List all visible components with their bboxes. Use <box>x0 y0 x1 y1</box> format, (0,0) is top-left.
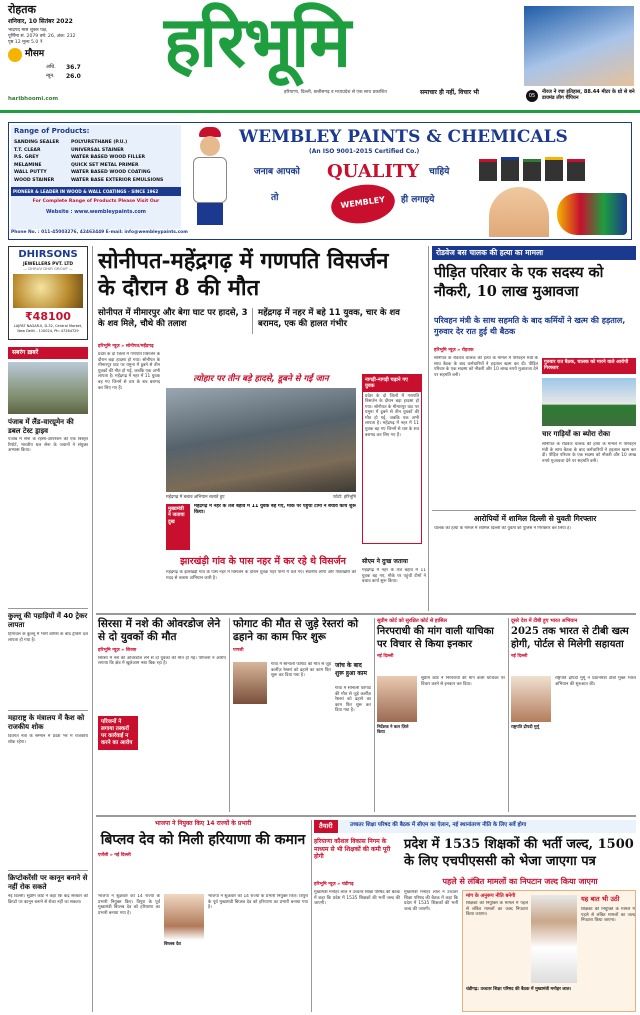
biplab-story <box>98 820 308 1012</box>
promo-headline[interactable]: नीरज ने रचा इतिहास, 88.44 मीटर के थ्रो से बने डायमंड लीग चैंपियन <box>542 89 635 101</box>
sidebar-photo-tank[interactable] <box>8 362 88 414</box>
cm-quote: शिक्षकों की नियुक्ति के मामले में पहले से लंबित मामलों का जल्द निपटारा किया जाएगा। <box>581 907 635 924</box>
row2-divider <box>374 618 375 812</box>
ad-badge-text: WEMBLEY <box>340 194 386 211</box>
ad-slogan-b: चाहिये <box>429 167 450 177</box>
cm-photo[interactable] <box>531 895 577 983</box>
weather-box <box>8 48 88 94</box>
biplab-photo[interactable] <box>164 894 204 940</box>
roadways-body: सोनीपत के रोडवेज चालक की हत्या के मामले में परिवहन मंत्री के साथ बैठक के बाद कर्मचारियों ने हड़ताल खत्म कर दी। पीड़ित परिवार के एक सदस्य को नौकरी और 10 लाख रुपये मुआवजा देने पर सहमति बनी। <box>434 356 538 378</box>
max-temp: 36.7 <box>66 64 81 71</box>
tb-body: राष्ट्रपति द्रौपदी मुर्मू ने प्रधानमंत्री टीबी मुक्त भारत अभियान की शुरुआत की। <box>555 676 636 687</box>
dhirsons-price: ₹48100 <box>25 309 71 323</box>
ad-brand: WEMBLEY PAINTS & CHEMICALS <box>239 127 568 147</box>
product-item: P.S. GREY <box>14 155 39 160</box>
product-item: WATER BASED WOOD FILLER <box>71 155 146 160</box>
biplab-body: भाजपा ने शुक्रवार को 14 राज्यों के प्रभारी नियुक्त किए। त्रिपुरा के पूर्व मुख्यमंत्री बिप्लब देव को हरियाणा का प्रभारी बनाया गया है। <box>98 894 160 916</box>
tb-photo[interactable] <box>511 676 551 722</box>
sc-caption: निर्देशक ने कल ज़िले किया <box>377 724 409 735</box>
ad-contact: Phone No. : 011-45003276, 42463449 E-mail: info@wembleypaints.com <box>11 230 188 235</box>
website-label[interactable]: haribhoomi.com <box>8 96 59 102</box>
sc-photo[interactable] <box>377 676 417 722</box>
sidebar-rule <box>8 608 88 609</box>
teachers-side-text: हरियाणा कौशल विकास निगम के माध्यम से भी शिक्षकों की कमी पूरी होगी <box>314 838 391 860</box>
meta-line: पूर्णिमा सं. 2079 वर्ष: 26, अंक: 232 <box>8 34 76 39</box>
teachers-deck: पहले से लंबित मामलों का निपटान जल्द किया जाएगा <box>442 877 598 886</box>
sirsa-byline: हरिभूमि न्यूज़ » सिरसा <box>98 648 137 653</box>
fogat-body: गोवा में सोनाली फोगाट की मौत से जुड़े कर्लीज़ रेस्तरां को ढहाने का काम फिर शुरू कर दिया गया है। <box>271 662 331 679</box>
issue-meta <box>8 28 76 46</box>
min-temp: 26.0 <box>66 73 81 80</box>
dhirsons-sub2: — DHRUV DHIR GROUP — <box>23 266 73 271</box>
row2-divider <box>229 618 230 812</box>
bus-photo[interactable] <box>542 378 636 426</box>
lead-divider <box>428 246 429 611</box>
sirsa-headline[interactable]: सिरसा में नशे की ओवरडोज लेने से दो युवकों की मौत <box>98 618 221 643</box>
lead-side-box-title: नागड़ी-नागड़ी चढ़ाने गए युवक <box>363 375 421 392</box>
weather-label: मौसम <box>25 49 45 59</box>
teachers-side <box>314 838 400 878</box>
roadways-deck: परिवहन मंत्री के साथ सहमति के बाद कर्मियों ने खत्म की हड़ताल, गुरुवार देर रात हुई थी बैठक <box>434 316 626 336</box>
sidebar-label: सबरंग ख़बरें <box>8 347 88 359</box>
dhirsons-address: LAJPAT NAGAR-II, D-32, Central Market, New Delhi - 110024, Ph: 47264729 <box>13 324 83 333</box>
issue-date: शनिवार, 10 सितंबर 2022 <box>8 18 73 25</box>
roadways-byline: हरिभूमि न्यूज़ » रोहतक <box>434 348 474 353</box>
lead-photo-caption: महेंद्रगढ़ में बचाव अभियान चलाते हुए <box>166 495 225 500</box>
ad-slogan-d: ही लगाइये <box>401 195 435 205</box>
cm-caption: चंडीगढ़: उच्चतर शिक्षा परिषद की बैठक में मुख्यमंत्री मनोहर लाल। <box>466 987 572 992</box>
masthead <box>0 0 640 110</box>
sc-body: सुप्रीम कोर्ट ने निरपराधी की मांग वाली याचिका पर विचार करने से इनकार कर दिया। <box>421 676 505 687</box>
ad-slogan-c: तो <box>271 193 279 203</box>
cm-box <box>462 890 636 1012</box>
ad-iso: (An ISO 9001-2015 Certified Co.) <box>309 148 420 155</box>
range-box <box>11 125 181 229</box>
row2-story-tb <box>511 618 636 812</box>
lead-side-kicker: मुख्यमंत्री ने जताया दुख <box>166 504 190 550</box>
complete-range: For Complete Range of Products Please Visit Our <box>32 199 160 204</box>
sidebar-story2-title[interactable]: कुल्लू की पहाड़ियों में 40 ट्रेकर लापता <box>8 612 88 629</box>
range-title: Range of Products: <box>14 127 90 135</box>
cm-quote-head: यह बात भी उठी <box>581 895 620 903</box>
product-item: T.T. CLEAR <box>14 147 41 153</box>
products-col1 <box>14 139 59 184</box>
biplab-caption: बिप्लब देव <box>164 942 181 947</box>
lead-quote: महेंद्रगढ़ में नहर के तेज बहाव में 11 युवक बह गए, मौके पर पहुंची टीमों ने बचाव कार्य शुरू किया। <box>194 504 356 515</box>
tagline: हरियाणा, दिल्ली, छत्तीसगढ़ व मध्यप्रदेश से एक साथ प्रकाशित <box>284 90 387 95</box>
teachers-tag: तैयारी <box>314 820 338 833</box>
teachers-label-bar <box>314 820 636 833</box>
row2-story-sc <box>377 618 505 812</box>
tb-headline[interactable]: 2025 तक भारत से टीबी खत्म होगी, पोर्टल से मिलेगी सहायता <box>511 626 629 650</box>
sidebar-story1-title[interactable]: पंजाब में लैंड-वारग्रूमेन की डबल टेस्ट ड्राइव <box>8 418 74 435</box>
sidebar-story2-text: हिमाचल के कुल्लू में भारी बारिश के बाद ट्रेकिंग दल लापता हो गया है। <box>8 632 88 643</box>
biplab-body-2: भाजपा ने शुक्रवार को 14 राज्यों के प्रभारी नियुक्त किए। त्रिपुरा के पूर्व मुख्यमंत्री बिप्लब देव को हरियाणा का प्रभारी बनाया गया है। <box>208 894 308 911</box>
sidebar-story1-text: पंजाब में सेना के रहस्य-ऑपरेशन की एक विस्तृत रिपोर्ट, भारतीय थल सेना के जवानों ने संयुक्त अभ्यास किया। <box>8 437 88 454</box>
lead-ribbon: त्योहार पर तीन बड़े हादसे, डूबने से गईं जान <box>193 374 329 384</box>
teachers-label: उच्चतर शिक्षा परिषद की बैठक में सीएम का ऐलान, नई स्थानांतरण नीति के लिए सर्वे होगा <box>350 822 527 828</box>
sun-icon <box>8 48 22 62</box>
roadways-divider <box>432 510 636 511</box>
biplab-headline[interactable]: बिप्लव देव को मिली हरियाणा की कमान <box>100 831 306 848</box>
cm-box-kicker: मांग के अनुरूप नीति बनेगी <box>466 893 516 899</box>
bus-side-body: सोनीपत के रोडवेज चालक की हत्या के मामले में परिवहन मंत्री के साथ बैठक के बाद कर्मचारियों ने हड़ताल खत्म कर दी। पीड़ित परिवार के एक सदस्य को नौकरी और 10 लाख रुपये मुआवजा देने पर सहमति बनी। <box>542 442 636 464</box>
paint-splash <box>557 193 627 235</box>
meta-line: पृष्ठ 12 मूल्य 5.0 ₹ <box>8 40 43 45</box>
dhirsons-name: DHIRSONS <box>18 249 78 260</box>
lead-body: प्रदेश के दो जिलों में गणपति विसर्जन के दौरान बड़ा हादसा हो गया। सोनीपत के मीमारपुर घाट पर यमुना में डूबने से तीन युवकों की मौत हो गई, जबकि एक अभी लापता है। महेंद्रगढ़ में नहर में 11 युवक बह गए जिनमें से चार के शव बरामद कर लिए गए हैं। <box>98 352 160 391</box>
row-divider <box>96 815 636 817</box>
deck-divider <box>252 308 253 334</box>
bus-side-head: चार गाड़ियों का ब्योरा रोका <box>542 430 611 438</box>
accused-head: आरोपियों में शामिल दिल्ली से युवती गिरफ्तार <box>473 514 597 523</box>
teachers-body: मुख्यमंत्री मनोहर लाल ने उच्चतर शिक्षा परिषद की बैठक में कहा कि प्रदेश में 1535 शिक्षकों की भर्ती जल्द की जाएगी। <box>314 890 400 907</box>
tb-caption: राष्ट्रपति द्रौपदी मुर्मू <box>511 724 540 729</box>
teachers-headline[interactable]: प्रदेश में 1535 शिक्षकों की भर्ती जल्द, 1500 के लिए एचपीएससी को भेजा जाएगा पत्र <box>404 837 634 869</box>
sidebar-story4-title[interactable]: क्रिप्टोकरेंसी पर कानून बनाने से नहीं रोक सकते <box>8 874 88 891</box>
sc-byline: नई दिल्ली <box>377 654 394 660</box>
lead-photo-credit: फोटो: हरिभूमि <box>333 495 356 500</box>
masthead-rule <box>0 110 640 113</box>
row-divider <box>96 613 636 615</box>
lead-deck-right: महेंद्रगढ़ में नहर में बहे 11 युवक, चार के शव बरामद, एक की हालत गंभीर <box>258 308 400 329</box>
lead-headline[interactable]: सोनीपत-महेंद्रगढ़ में गणपति विसर्जन के दौरान 8 की मौत <box>98 248 389 301</box>
sc-headline[interactable]: निरपराधी की मांग वाली याचिका पर विचार से किया इनकार <box>377 626 494 650</box>
bus-caption: गुरुवार रात बैठक, चालक को मारने वाले आरोपी गिरफ्तार <box>542 358 636 374</box>
sidebar-story4-text: नई दिल्ली। सुप्रीम कोर्ट ने कहा कि केंद्र सरकार को क्रिप्टो पर कानून बनाने से रोका नहीं जा सकता। <box>8 894 88 905</box>
tb-kicker: दूसरे देश में टीबी हुए भारत अभियान <box>511 618 578 624</box>
jewel-image <box>13 274 83 308</box>
painter-figure <box>185 127 235 227</box>
fogat-side-head: जांच के बाद शुरू हुआ काम <box>335 662 367 677</box>
promo-photo[interactable] <box>524 6 634 86</box>
fogat-headline[interactable]: फोगाट की मौत से जुड़े रेस्तरां को ढहाने का काम फिर शुरू <box>233 618 359 643</box>
slogan: समाचार ही नहीं, विचार भी <box>420 89 479 96</box>
min-label: न्यून. <box>46 73 55 79</box>
sirsa-body: सिरसा में नशे की ओवरडोज लेने से दो युवकों की मौत हो गई। परिजनों ने आरोप लगाया कि क्षेत्र में खुलेआम नशा बिक रहा है। <box>98 655 226 667</box>
dhirsons-sub: JEWELLERS PVT. LTD <box>23 261 73 267</box>
lead-photo[interactable] <box>166 388 356 492</box>
product-item: MELAMINE <box>14 162 42 168</box>
row2-story-sirsa <box>98 618 226 812</box>
teachers-body-2: मुख्यमंत्री मनोहर लाल ने उच्चतर शिक्षा परिषद की बैठक में कहा कि प्रदेश में 1535 शिक्षकों की भर्ती जल्द की जाएगी। <box>404 890 458 912</box>
jharkhand-body: महेंद्रगढ़ के झारखंड़ी गांव के पास नहर में विसर्जन के दौरान युवक गहरे पानी में चले गए। स्थानीय लोगों और गोताखोरों की मदद से तलाश अभियान जारी है। <box>166 570 356 581</box>
sirsa-callout: परिजनों ने लगाया तस्करों पर कार्रवाई न करने का आरोप <box>98 716 138 750</box>
city-label: रोहतक <box>8 3 36 16</box>
roadways-label <box>432 246 636 260</box>
also-body: महेंद्रगढ़ में नहर के तेज बहाव में 11 युवक बह गए, मौके पर पहुंची टीमों ने बचाव कार्य शुरू किया। <box>362 568 426 585</box>
roadways-headline[interactable]: पीड़ित परिवार के एक सदस्य को नौकरी, 10 लाख मुआवजा <box>434 264 604 300</box>
ad-quality: QUALITY <box>327 161 420 182</box>
product-item: QUICK SET METAL PRIMER <box>71 162 139 168</box>
tb-byline: नई दिल्ली <box>511 654 528 660</box>
logo: हरिभूमि <box>164 0 350 83</box>
products-col2 <box>71 139 163 184</box>
ad-slogan-a: जनाब आपको <box>254 167 300 177</box>
wembley-ad[interactable] <box>8 122 632 240</box>
column-divider <box>92 246 93 1012</box>
roadways-label-text: रोडवेज बस चालक की हत्या का मामला <box>436 248 544 257</box>
promo-page-badge: 05 <box>526 90 538 102</box>
pioneer-strip: PIONEER & LEADER IN WOOD & WALL COATINGS - SINCE 1962 <box>11 187 181 196</box>
teachers-byline: हरिभूमि न्यूज़ » चंडीगढ़ <box>314 882 354 887</box>
ad-badge <box>329 181 398 228</box>
cm-box-body: शिक्षकों की नियुक्ति के मामले में पहले से लंबित मामलों का जल्द निपटारा किया जाएगा। <box>466 901 528 918</box>
lead-side-box <box>362 374 422 544</box>
product-item: WALL PUTTY <box>14 170 47 175</box>
sidebar-story3-text: दिवंगत नेता के सम्मान में प्रदेश भर में राजकीय शोक रहेगा। <box>8 734 88 745</box>
accused-body: चालक की हत्या के मामले में शामिल दिल्ली की युवती को पुलिस ने गिरफ्तार कर लिया है। <box>434 526 572 531</box>
sidebar-rule <box>8 710 88 711</box>
sc-kicker: सुप्रीम कोर्ट को सुरक्षित कोर्ट से हासिल <box>377 618 447 624</box>
product-item: WATER BASE EXTERIOR EMULSIONS <box>71 177 164 183</box>
row2-divider <box>508 618 509 812</box>
sidebar-rule <box>8 870 88 871</box>
biplab-byline: एजेंसी » नई दिल्ली <box>98 852 131 858</box>
product-item: SANDING SEALER <box>14 140 60 145</box>
jharkhand-head: झारखंड़ी गांव के पास नहर में कर रहे थे विसर्जन <box>180 556 346 567</box>
meta-line: भाद्रपद मास शुक्ल पक्ष, <box>8 28 48 33</box>
dhirsons-ad[interactable] <box>8 246 88 340</box>
lead-deck-left: सोनीपत में मीमारपुर और बेगा घाट पर हादसे, 3 के शव मिले, चौथे की तलाश <box>98 308 248 329</box>
max-label: अधि. <box>46 64 56 70</box>
product-item: POLYURETHANE (P.U.) <box>71 140 128 145</box>
sidebar-story3-title[interactable]: महाराष्ट्र के मंत्रालय में कैश को राजकीय शोक <box>8 714 85 731</box>
fogat-side-body: गोवा में सोनाली फोगाट की मौत से जुड़े कर्लीज़ रेस्तरां को ढहाने का काम फिर शुरू कर दिया गया है। <box>335 686 371 714</box>
product-item: WOOD STAINER <box>14 177 55 183</box>
product-item: UNIVERSAL STAINER <box>71 147 124 153</box>
lead-side-box-body: प्रदेश के दो जिलों में गणपति विसर्जन के दौरान बड़ा हादसा हो गया। सोनीपत के मीमारपुर घाट पर यमुना में डूबने से तीन युवकों की मौत हो गई, जबकि एक अभी लापता है। महेंद्रगढ़ में नहर में 11 युवक बह गए जिनमें से चार के शव बरामद कर लिए गए हैं। <box>365 393 419 438</box>
row2-story-fogat <box>233 618 371 812</box>
biplab-kicker: भाजपा ने नियुक्त किए 14 राज्यों के प्रभारी <box>154 820 252 827</box>
lead-byline: हरिभूमि न्यूज़ » सोनीपत/महेंद्रगढ़ <box>98 344 154 349</box>
fogat-byline: पणजी <box>233 648 244 653</box>
also-kicker: सीएम ने दुःख जताया <box>362 558 408 565</box>
product-item: WATER BASED WOOD COATING <box>71 170 151 175</box>
ad-website[interactable]: Website : www.wembleypaints.com <box>46 209 146 215</box>
fogat-photo[interactable] <box>233 662 267 704</box>
child-photo <box>489 187 549 237</box>
paint-cans <box>479 153 599 193</box>
row3-divider <box>311 820 312 1012</box>
